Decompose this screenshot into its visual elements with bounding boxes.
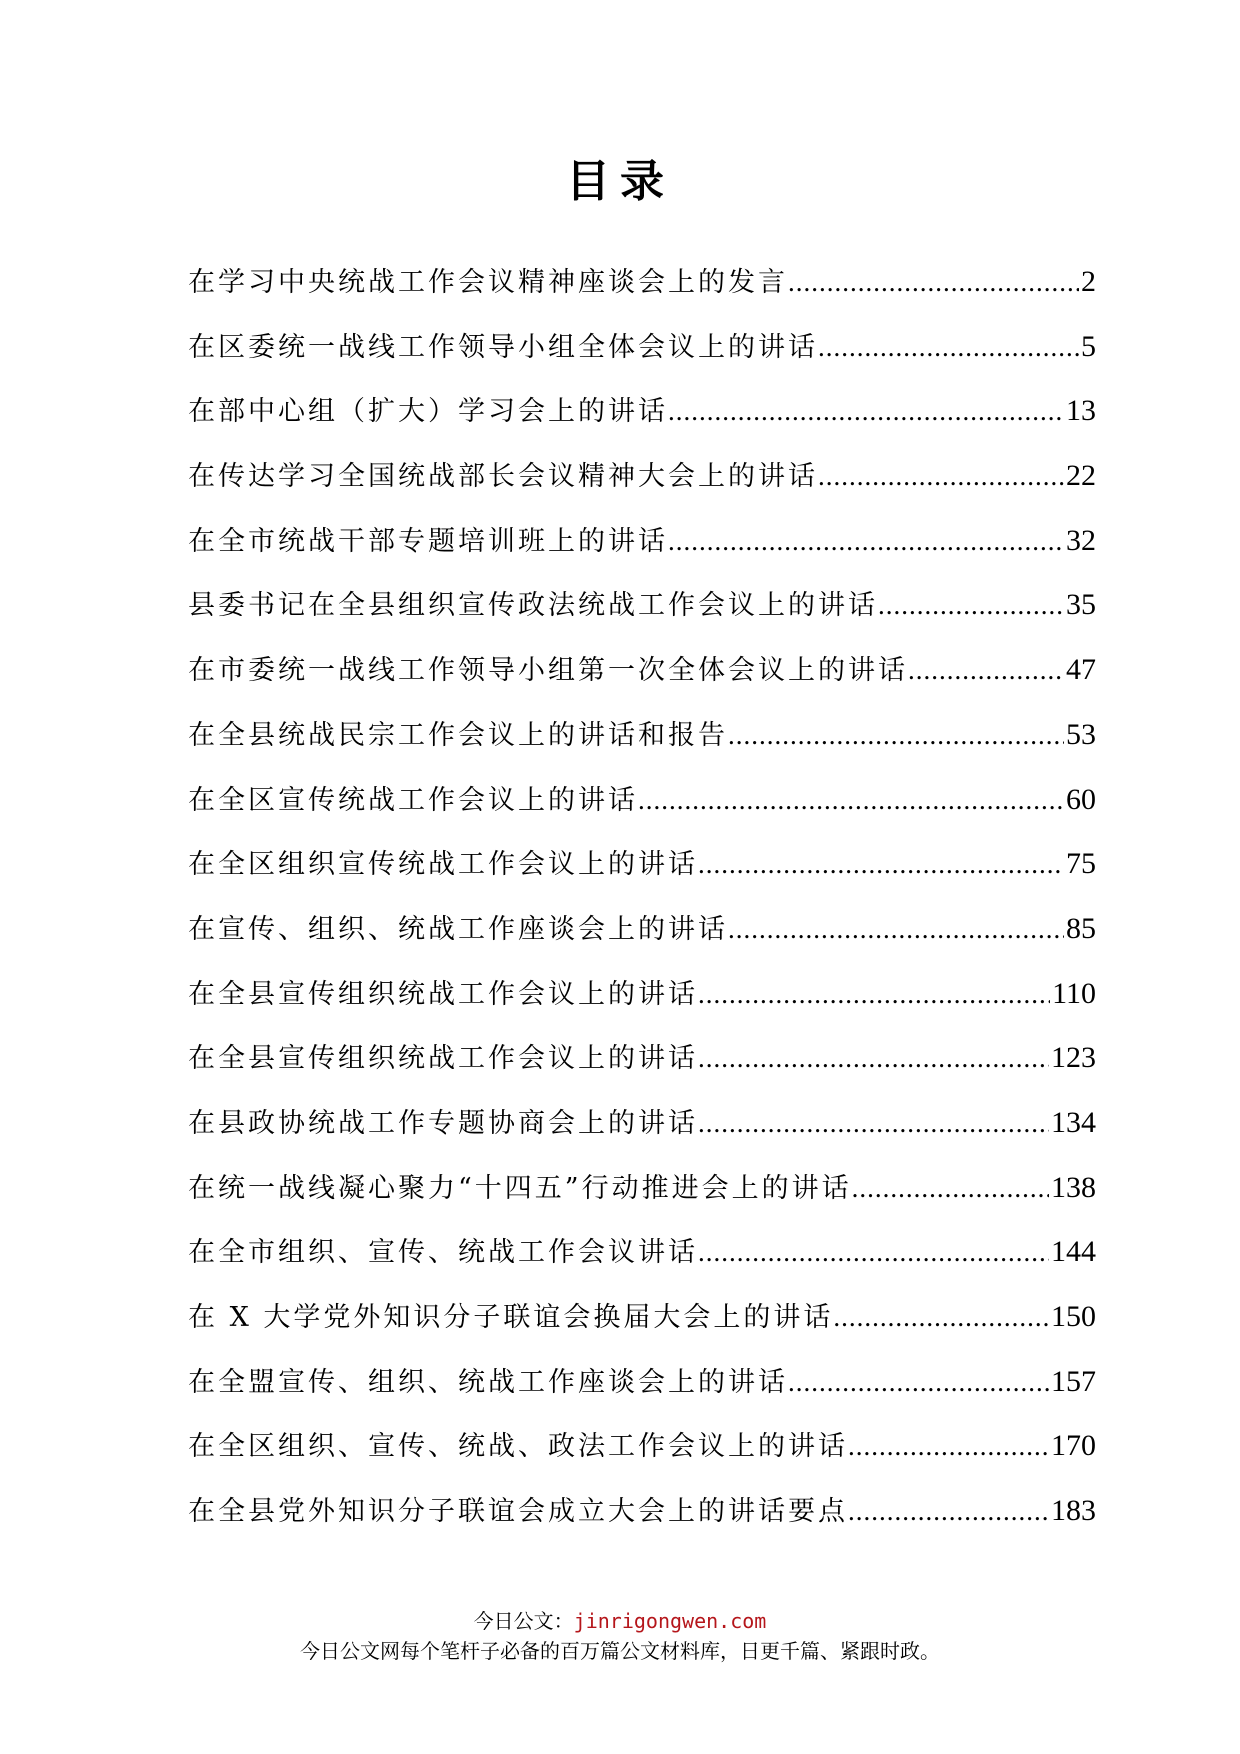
toc-entry-page-number: 138 [1051, 1170, 1096, 1204]
toc-entry[interactable] [188, 832, 1096, 897]
toc-entry[interactable] [188, 897, 1096, 962]
toc-entry-title: 在市委统一战线工作领导小组第一次全体会议上的讲话 [188, 655, 908, 687]
toc-entry-page-number: 157 [1051, 1364, 1096, 1398]
toc-dot-leader [908, 638, 1064, 703]
toc-entry-page-number: 47 [1066, 653, 1096, 687]
toc-entry-title: 在学习中央统战工作会议精神座谈会上的发言 [188, 267, 788, 298]
toc-entry[interactable] [188, 768, 1096, 833]
footer-site-line [0, 1607, 1240, 1635]
toc-entry[interactable] [188, 1091, 1096, 1156]
toc-entry-page-number: 53 [1066, 717, 1096, 751]
toc-entry-title: 在全县党外知识分子联谊会成立大会上的讲话要点 [188, 1496, 848, 1528]
page-title: 目录 [566, 156, 674, 207]
toc-entry-page-number: 2 [1081, 265, 1096, 298]
toc-entry[interactable] [188, 250, 1096, 315]
toc-dot-leader [878, 573, 1064, 638]
toc-entry-page-number: 13 [1066, 394, 1096, 428]
toc-entry-title: 在全县宣传组织统战工作会议上的讲话 [188, 978, 698, 1010]
toc-entry-title: 在部中心组（扩大）学习会上的讲话 [188, 396, 668, 428]
toc-entry[interactable] [188, 1479, 1096, 1544]
toc-dot-leader [698, 1091, 1049, 1156]
toc-dot-leader [852, 1156, 1049, 1221]
toc-dot-leader [668, 509, 1064, 574]
toc-entry-page-number: 144 [1051, 1235, 1096, 1269]
toc-entry-page-number: 22 [1066, 459, 1096, 493]
toc-dot-leader [848, 1479, 1049, 1544]
toc-entry-page-number: 60 [1066, 782, 1096, 816]
toc-entry[interactable] [188, 638, 1096, 703]
footer [0, 1607, 1240, 1665]
toc-entry-title: 县委书记在全县组织宣传政法统战工作会议上的讲话 [188, 590, 878, 622]
toc-entry-page-number: 150 [1051, 1300, 1096, 1333]
toc-entry-page-number: 75 [1066, 847, 1096, 881]
toc-entry-title: 在传达学习全国统战部长会议精神大会上的讲话 [188, 461, 818, 493]
footer-site-label: 今日公文： [473, 1609, 574, 1633]
toc-entry-page-number: 35 [1066, 588, 1096, 622]
toc-dot-leader [668, 379, 1064, 444]
toc-entry-page-number: 32 [1066, 523, 1096, 557]
toc-entry-page-number: 110 [1052, 976, 1096, 1010]
toc-entry-page-number: 85 [1066, 911, 1096, 945]
toc-entry-page-number: 5 [1081, 329, 1096, 363]
toc-entry[interactable] [188, 379, 1096, 444]
toc-dot-leader [788, 250, 1079, 315]
toc-entry-title: 在全区组织宣传统战工作会议上的讲话 [188, 849, 698, 881]
toc-dot-leader [728, 703, 1064, 768]
toc-entry[interactable] [188, 1026, 1096, 1091]
toc-dot-leader [698, 1026, 1049, 1091]
toc-dot-leader [698, 962, 1050, 1027]
toc-entry[interactable] [188, 1350, 1096, 1415]
toc-entry-title: 在宣传、组织、统战工作座谈会上的讲话 [188, 913, 728, 945]
toc-entry-title: 在县政协统战工作专题协商会上的讲话 [188, 1107, 698, 1139]
toc-entry[interactable] [188, 1220, 1096, 1285]
footer-site-url[interactable]: jinrigongwen.com [573, 1609, 767, 1633]
toc-entry-title: 在 X 大学党外知识分子联谊会换届大会上的讲话 [188, 1302, 834, 1333]
toc-entry-page-number: 183 [1051, 1494, 1096, 1528]
toc-entry-page-number: 134 [1051, 1105, 1096, 1139]
toc-entry-title: 在全市统战干部专题培训班上的讲话 [188, 525, 668, 557]
toc-dot-leader [698, 1220, 1049, 1285]
table-of-contents [188, 250, 1096, 1544]
toc-dot-leader [638, 768, 1064, 833]
toc-entry[interactable] [188, 1285, 1096, 1350]
toc-entry-title: 在统一战线凝心聚力“十四五”行动推进会上的讲话 [188, 1172, 852, 1204]
toc-dot-leader [698, 832, 1064, 897]
toc-dot-leader [833, 1285, 1049, 1350]
toc-entry[interactable] [188, 703, 1096, 768]
toc-dot-leader [848, 1414, 1049, 1479]
toc-entry[interactable] [188, 962, 1096, 1027]
toc-entry-title: 在全市组织、宣传、统战工作会议讲话 [188, 1237, 698, 1269]
footer-tagline: 今日公文网每个笔杆子必备的百万篇公文材料库，日更千篇、紧跟时政。 [300, 1639, 940, 1663]
toc-entry-title: 在全盟宣传、组织、统战工作座谈会上的讲话 [188, 1366, 788, 1398]
toc-dot-leader [728, 897, 1064, 962]
toc-entry-title: 在全区组织、宣传、统战、政法工作会议上的讲话 [188, 1431, 848, 1463]
toc-dot-leader [818, 315, 1079, 380]
toc-entry-page-number: 170 [1051, 1429, 1096, 1463]
toc-entry-title: 在区委统一战线工作领导小组全体会议上的讲话 [188, 331, 818, 363]
toc-entry-title: 在全区宣传统战工作会议上的讲话 [188, 784, 638, 816]
toc-entry[interactable] [188, 1414, 1096, 1479]
toc-entry-title: 在全县统战民宗工作会议上的讲话和报告 [188, 719, 728, 751]
toc-entry-title: 在全县宣传组织统战工作会议上的讲话 [188, 1043, 698, 1075]
toc-entry[interactable] [188, 509, 1096, 574]
toc-entry[interactable] [188, 444, 1096, 509]
toc-entry[interactable] [188, 315, 1096, 380]
toc-entry-page-number: 123 [1051, 1041, 1096, 1075]
toc-dot-leader [818, 444, 1064, 509]
toc-entry[interactable] [188, 573, 1096, 638]
toc-entry[interactable] [188, 1156, 1096, 1221]
toc-dot-leader [788, 1350, 1049, 1415]
